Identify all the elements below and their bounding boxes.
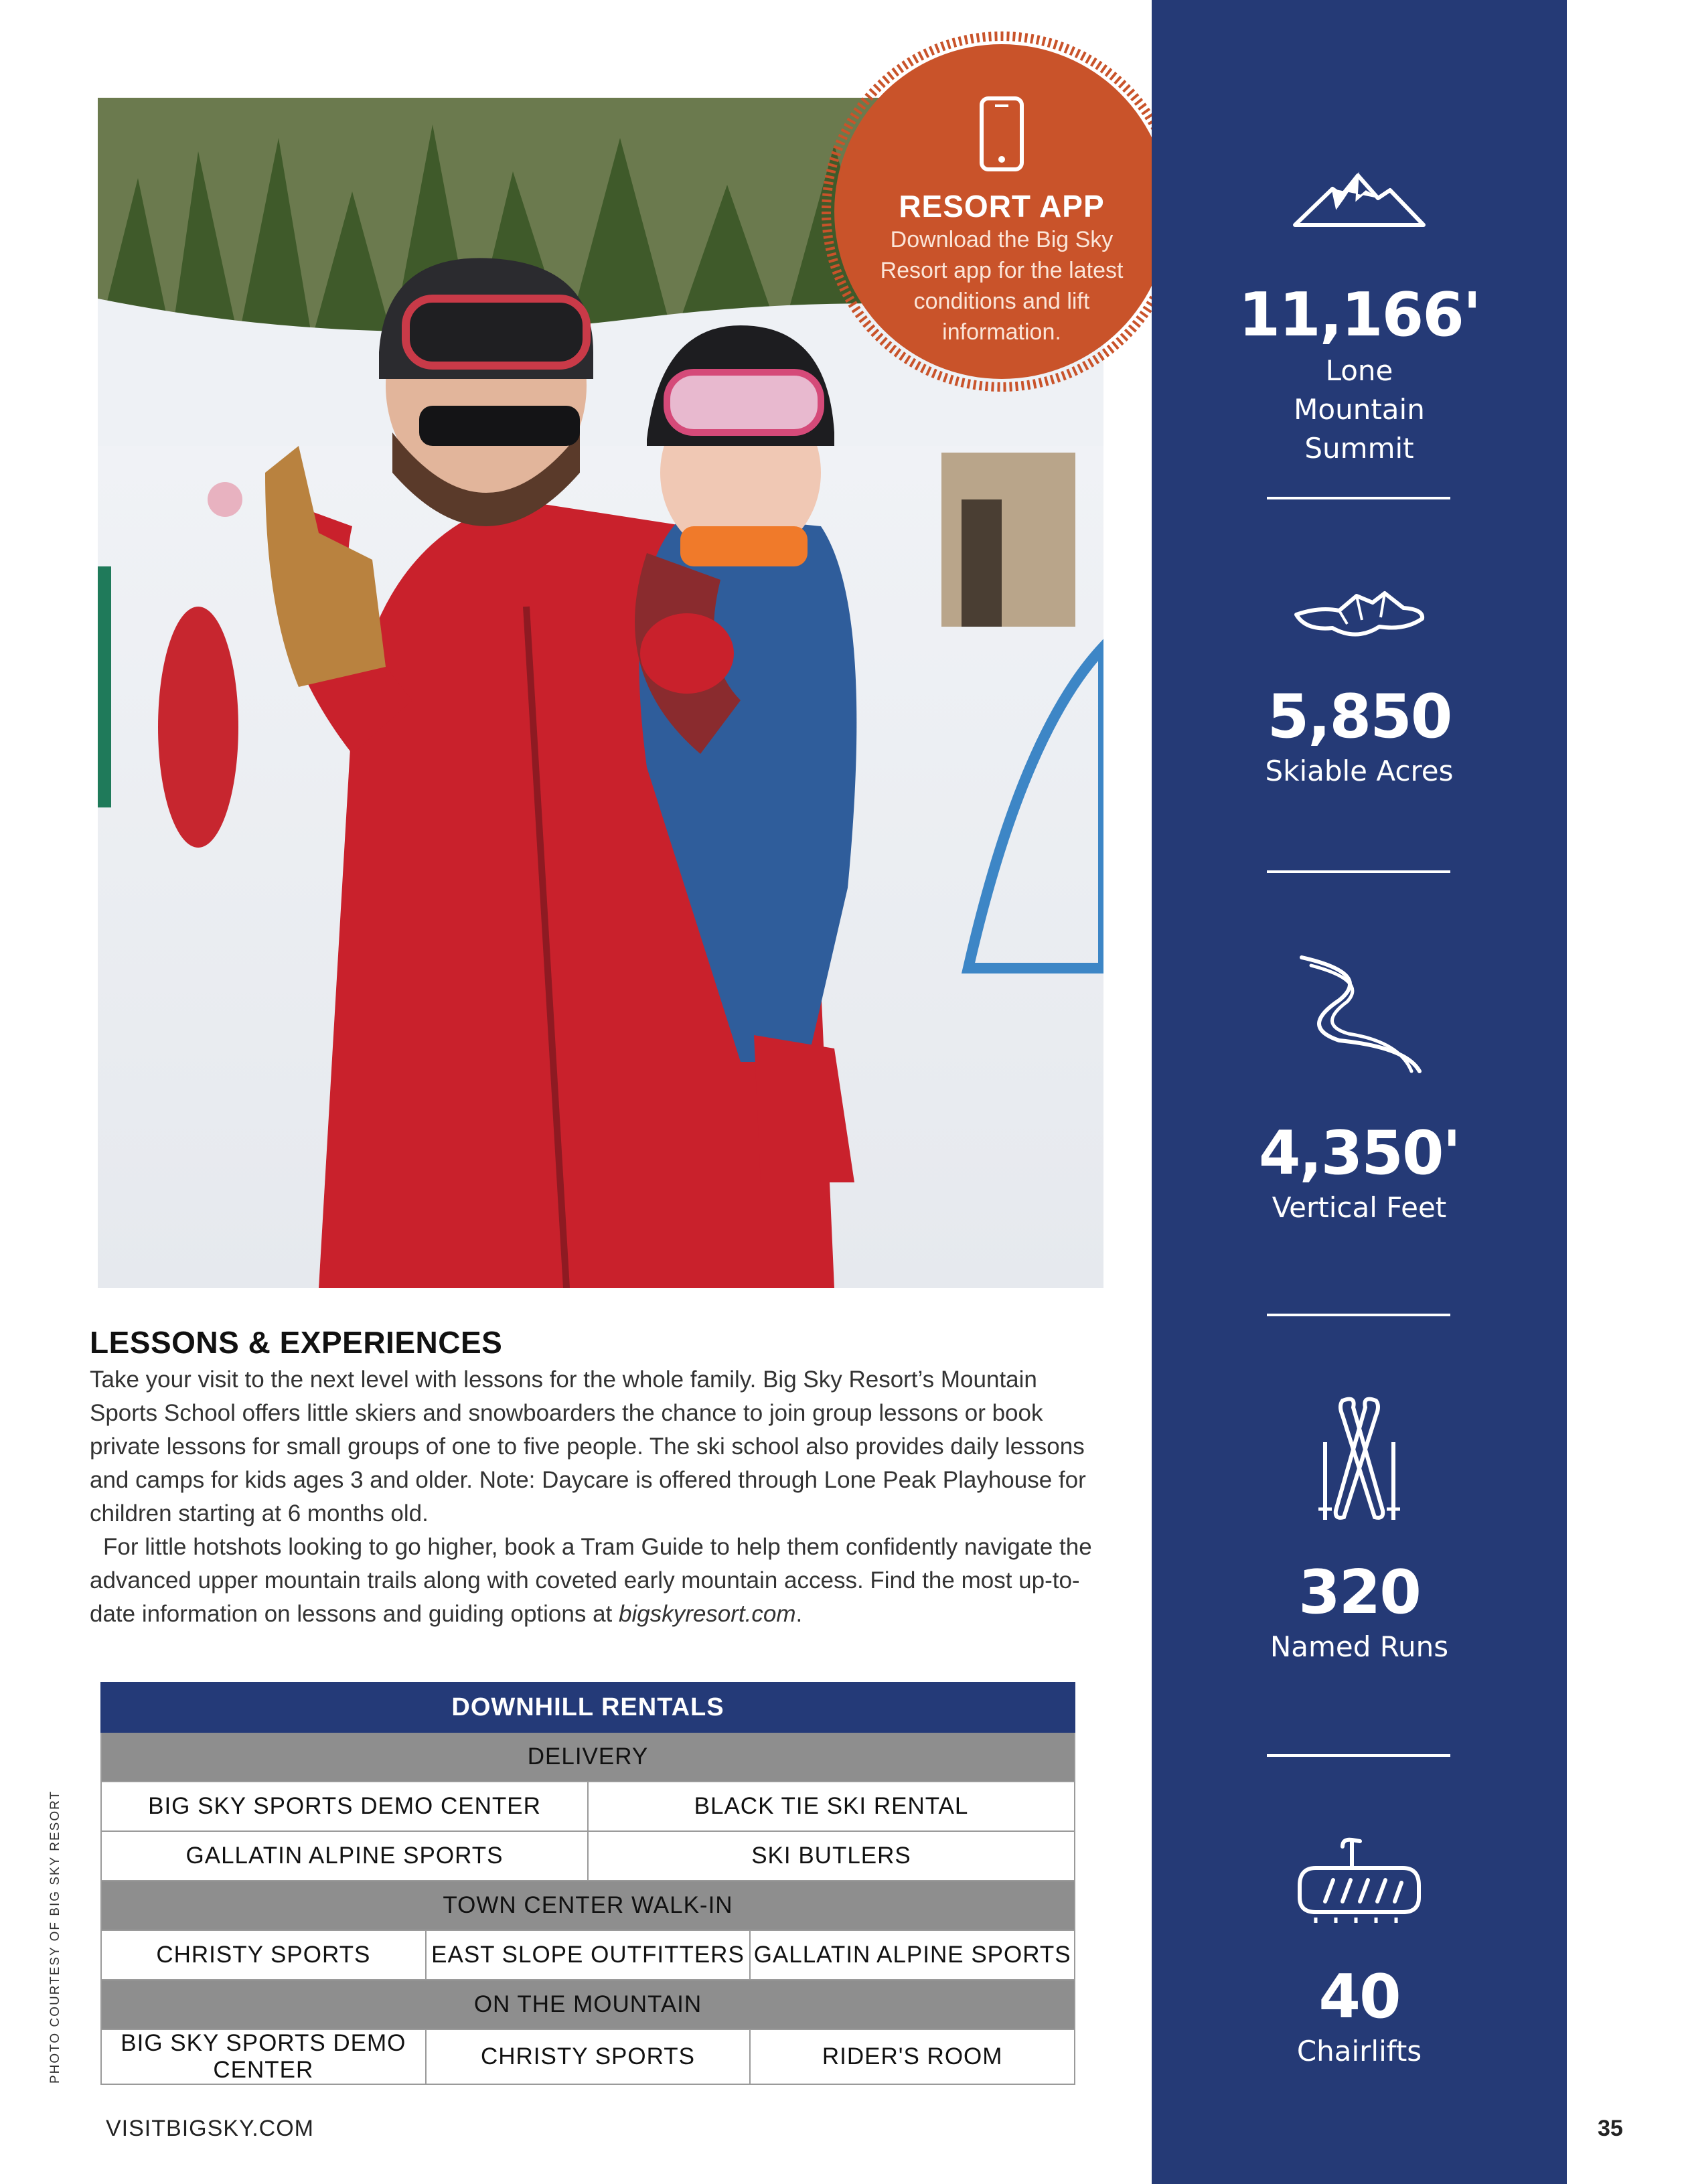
resort-website-link[interactable]: bigskyresort.com — [618, 1601, 796, 1627]
lessons-paragraph-1: Take your visit to the next level with lessons for the whole family. Big Sky Resort’s Mountain Sports School offers little skiers and snowboarders the chance to join group lessons or book private lessons for small groups of one to five people. The ski school also provides daily lessons and camps for kids ages 3 and older. Note: Daycare is offered through Lone Peak Playhouse for children starting at 6 months old. — [90, 1367, 1086, 1527]
lessons-paragraph-2-end: . — [795, 1601, 803, 1627]
lessons-body — [90, 1363, 1094, 1631]
resort-app-badge — [821, 31, 1182, 392]
rental-shop: BIG SKY SPORTS DEMO CENTER — [101, 2029, 426, 2084]
rental-shop: GALLATIN ALPINE SPORTS — [101, 1831, 588, 1881]
chairlift-icon — [1296, 1837, 1423, 1931]
stat-value: 5,850 — [1267, 682, 1452, 752]
rentals-title: DOWNHILL RENTALS — [101, 1683, 1075, 1732]
stat-label: Named Runs — [1270, 1630, 1449, 1663]
stat-value: 11,166' — [1238, 280, 1480, 350]
stat-divider — [1267, 870, 1450, 873]
rental-shop: BIG SKY SPORTS DEMO CENTER — [101, 1782, 588, 1831]
rentals-section-on-mountain: ON THE MOUNTAIN — [101, 1980, 1075, 2029]
stat-runs — [1152, 1395, 1567, 1666]
rental-shop: CHRISTY SPORTS — [101, 1930, 426, 1980]
rentals-section-delivery: DELIVERY — [101, 1732, 1075, 1782]
photo-credit: PHOTO COURTESY OF BIG SKY RESORT — [48, 1790, 62, 2084]
stat-label: Lone Mountain Summit — [1294, 354, 1425, 465]
rental-shop: EAST SLOPE OUTFITTERS — [426, 1930, 751, 1980]
stats-sidebar — [1152, 0, 1567, 2184]
stat-divider — [1267, 497, 1450, 499]
ski-trail-icon — [1292, 953, 1426, 1074]
stat-value: 320 — [1298, 1557, 1420, 1628]
rentals-section-town-center: TOWN CENTER WALK-IN — [101, 1881, 1075, 1930]
phone-icon — [978, 95, 1025, 173]
stat-value: 40 — [1318, 1962, 1400, 2032]
lessons-paragraph-2-text: For little hotshots looking to go higher, book a Tram Guide to help them confidently navigate the advanced upper mountain trails along with coveted early mountain access. Find the most up-to-date information on lessons and guiding options at — [90, 1534, 1092, 1627]
stat-divider — [1267, 1314, 1450, 1316]
rental-shop: BLACK TIE SKI RENTAL — [588, 1782, 1075, 1831]
rental-shop: GALLATIN ALPINE SPORTS — [750, 1930, 1075, 1980]
stat-acres — [1152, 588, 1567, 791]
stat-value: 4,350' — [1258, 1118, 1460, 1188]
mountain-icon — [1292, 171, 1426, 228]
lessons-paragraph-2 — [90, 1531, 1094, 1631]
downhill-rentals-table — [100, 1682, 1075, 2085]
footer-website[interactable]: VISITBIGSKY.COM — [106, 2116, 315, 2141]
stat-divider — [1267, 1754, 1450, 1757]
resort-app-title: RESORT APP — [899, 189, 1105, 224]
lessons-heading: LESSONS & EXPERIENCES — [90, 1325, 503, 1360]
terrain-icon — [1292, 588, 1426, 644]
rental-shop: RIDER'S ROOM — [750, 2029, 1075, 2084]
stat-label: Vertical Feet — [1272, 1191, 1447, 1224]
rental-shop: CHRISTY SPORTS — [426, 2029, 751, 2084]
skis-poles-icon — [1316, 1395, 1403, 1523]
stat-label: Chairlifts — [1296, 2035, 1422, 2068]
stat-vertical — [1152, 953, 1567, 1227]
stat-label: Skiable Acres — [1265, 755, 1454, 787]
stat-summit — [1152, 171, 1567, 468]
rental-shop: SKI BUTLERS — [588, 1831, 1075, 1881]
stat-chairlifts — [1152, 1837, 1567, 2071]
page-number: 35 — [1598, 2116, 1623, 2141]
resort-app-text: Download the Big Sky Resort app for the latest conditions and lift information. — [880, 227, 1124, 345]
